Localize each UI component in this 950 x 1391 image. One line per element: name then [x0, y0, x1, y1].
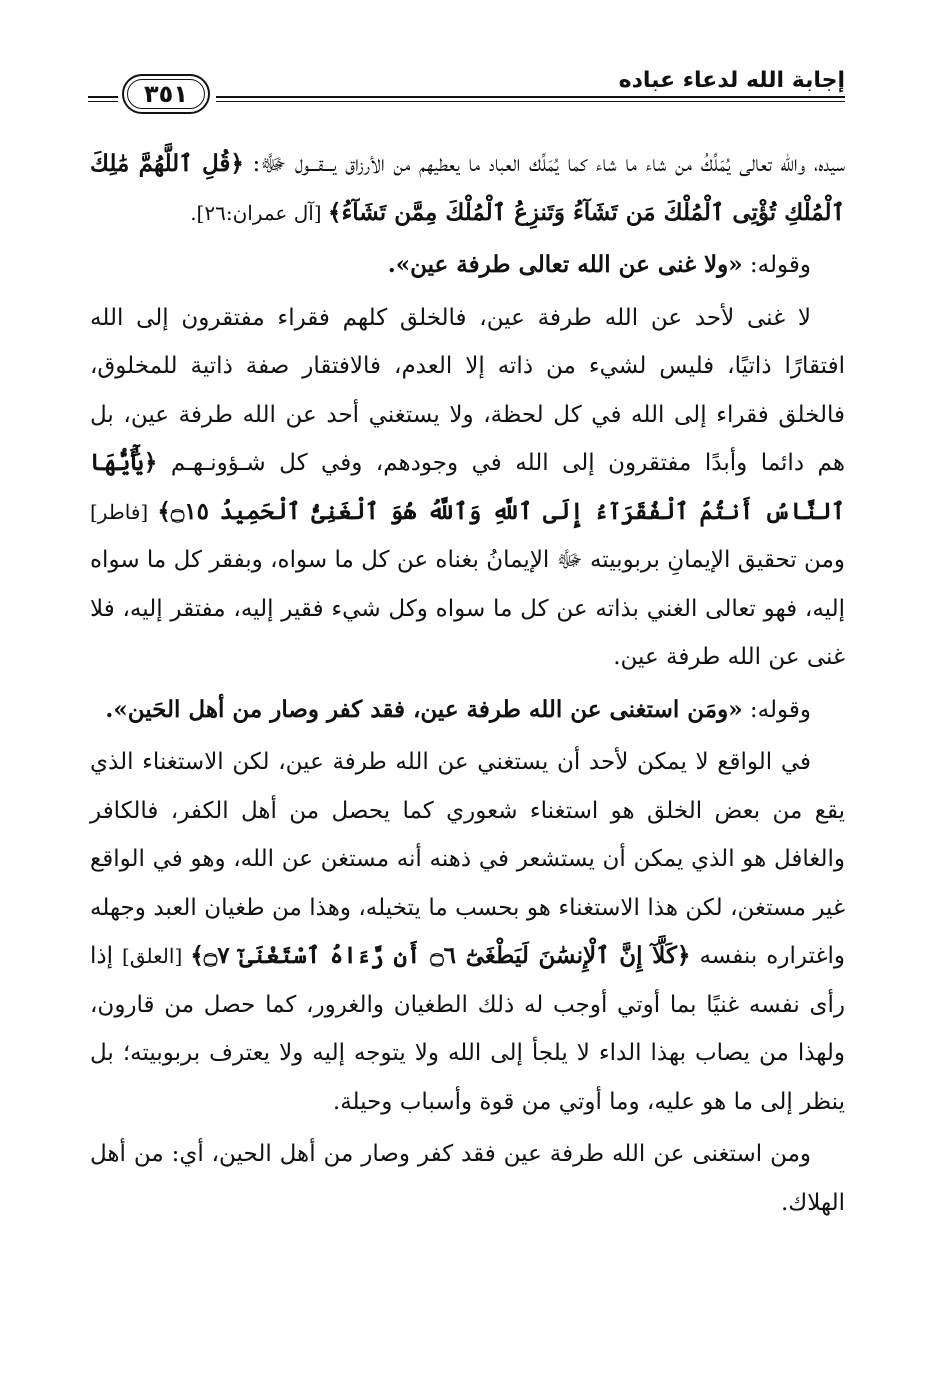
text: سيده، والله تعالى يُمَلِّكُ من شاء ما شاء كما يُمَلِّك العباد ما يعطيهم من الأرزاق يـــقـــول ﷻ: — [243, 151, 845, 177]
page-number: ٣٥١ — [122, 74, 210, 114]
header-rule-left — [88, 96, 118, 102]
verse-reference: [آل عمران:٢٦]. — [190, 200, 328, 225]
text: وقوله: — [742, 252, 811, 278]
text: ومن تحقيق الإيمانِ بربوبيته ﷻ الإيمانُ بغناه عن كل ما سواه، وبفقر كل ما سواه إليه، فهو تعالى الغني بذاته عن كل ما سواه وكل شيء فقير إليه، مفتقر إليه، فلا غنى عن الله طرفة عين. — [90, 547, 845, 670]
header-rule — [216, 96, 845, 102]
page-body — [90, 140, 845, 1227]
paragraph-1 — [90, 140, 845, 237]
paragraph-2 — [90, 241, 845, 290]
text: وقوله: — [742, 696, 811, 723]
paragraph-5 — [90, 738, 845, 1126]
quran-verse: ﴿يَٰٓأَيُّهَا ٱلنَّاسُ أَنتُمُ ٱلْفُقَرَآءُ إِلَى ٱللَّهِ وَٱللَّهُ هُوَ ٱلْغَنِىُّ ٱلْحَمِيدُ ۝١٥﴾ — [90, 449, 845, 525]
text: في الواقع لا يمكن لأحد أن يستغني عن الله طرفة عين، لكن الاستغناء الذي يقع من بعض الخلق هو استغناء شعوري كما يحصل من أهل الكفر، فالكافر والغافل هو الذي يمكن أن يستشعر في ذهنه أنه مستغن عن الله، وهو في الواقع غير مستغن، لكن هذا الاستغناء هو بحسب ما يتخيله، وهذا من طغيان العبد وجهله واغتراره بنفسه — [90, 749, 845, 969]
running-title: إجابة الله لدعاء عباده — [618, 68, 845, 93]
verse-reference: [العلق] — [122, 944, 191, 968]
quran-verse: ﴿قُلِ ٱللَّهُمَّ مَٰلِكَ ٱلْمُلْكِ تُؤْتِى ٱلْمُلْكَ مَن تَشَآءُ وَتَنزِعُ ٱلْمُلْكَ مِمَّن تَشَآءُ﴾ — [90, 150, 845, 226]
text: إذا رأى نفسه غنيًا بما أوتي أوجب له ذلك الطغيان والغرور، كما حصل من قارون، ولهذا من يصاب بهذا الداء لا يلجأ إلى الله ولا يتوجه إليه ولا يعترف بربوبيته؛ بل ينظر إلى ما هو عليه، وما أوتي من قوة وأسباب وحيلة. — [90, 943, 845, 1115]
paragraph-6 — [90, 1130, 845, 1227]
quoted-text: «ولا غنى عن الله تعالى طرفة عين». — [387, 251, 743, 278]
quoted-text: «ومَن استغنى عن الله طرفة عين، فقد كفر وصار من أهل الحَين». — [105, 695, 743, 723]
paragraph-3 — [90, 294, 845, 682]
text: لا غنى لأحد عن الله طرفة عين، فالخلق كلهم فقراء مفتقرون إلى الله افتقارًا ذاتيًا، فليس لشيء من ذاته إلا العدم، فالافتقار صفة ذاتية للمخلوق، فالخلق فقراء إلى الله في كل لحظة، ولا يستغني أحد عن الله طرفة عين، بل هم دائما وأبدًا مفتقرون إلى الله في وجودهم، وفي كل شـؤونـهـم — [90, 304, 845, 476]
quran-verse: ﴿كَلَّآ إِنَّ ٱلْإِنسَٰنَ لَيَطْغَىٰٓ ۝٦ أَن رَّءَاهُ ٱسْتَغْنَىٰٓ ۝٧﴾ — [190, 942, 691, 969]
verse-reference: [فاطر] — [90, 499, 158, 524]
page-header — [88, 62, 845, 122]
text: ومن استغنى عن الله طرفة عين فقد كفر وصار من أهل الحين، أي: من أهل الهلاك. — [90, 1141, 845, 1216]
paragraph-4 — [90, 686, 845, 735]
